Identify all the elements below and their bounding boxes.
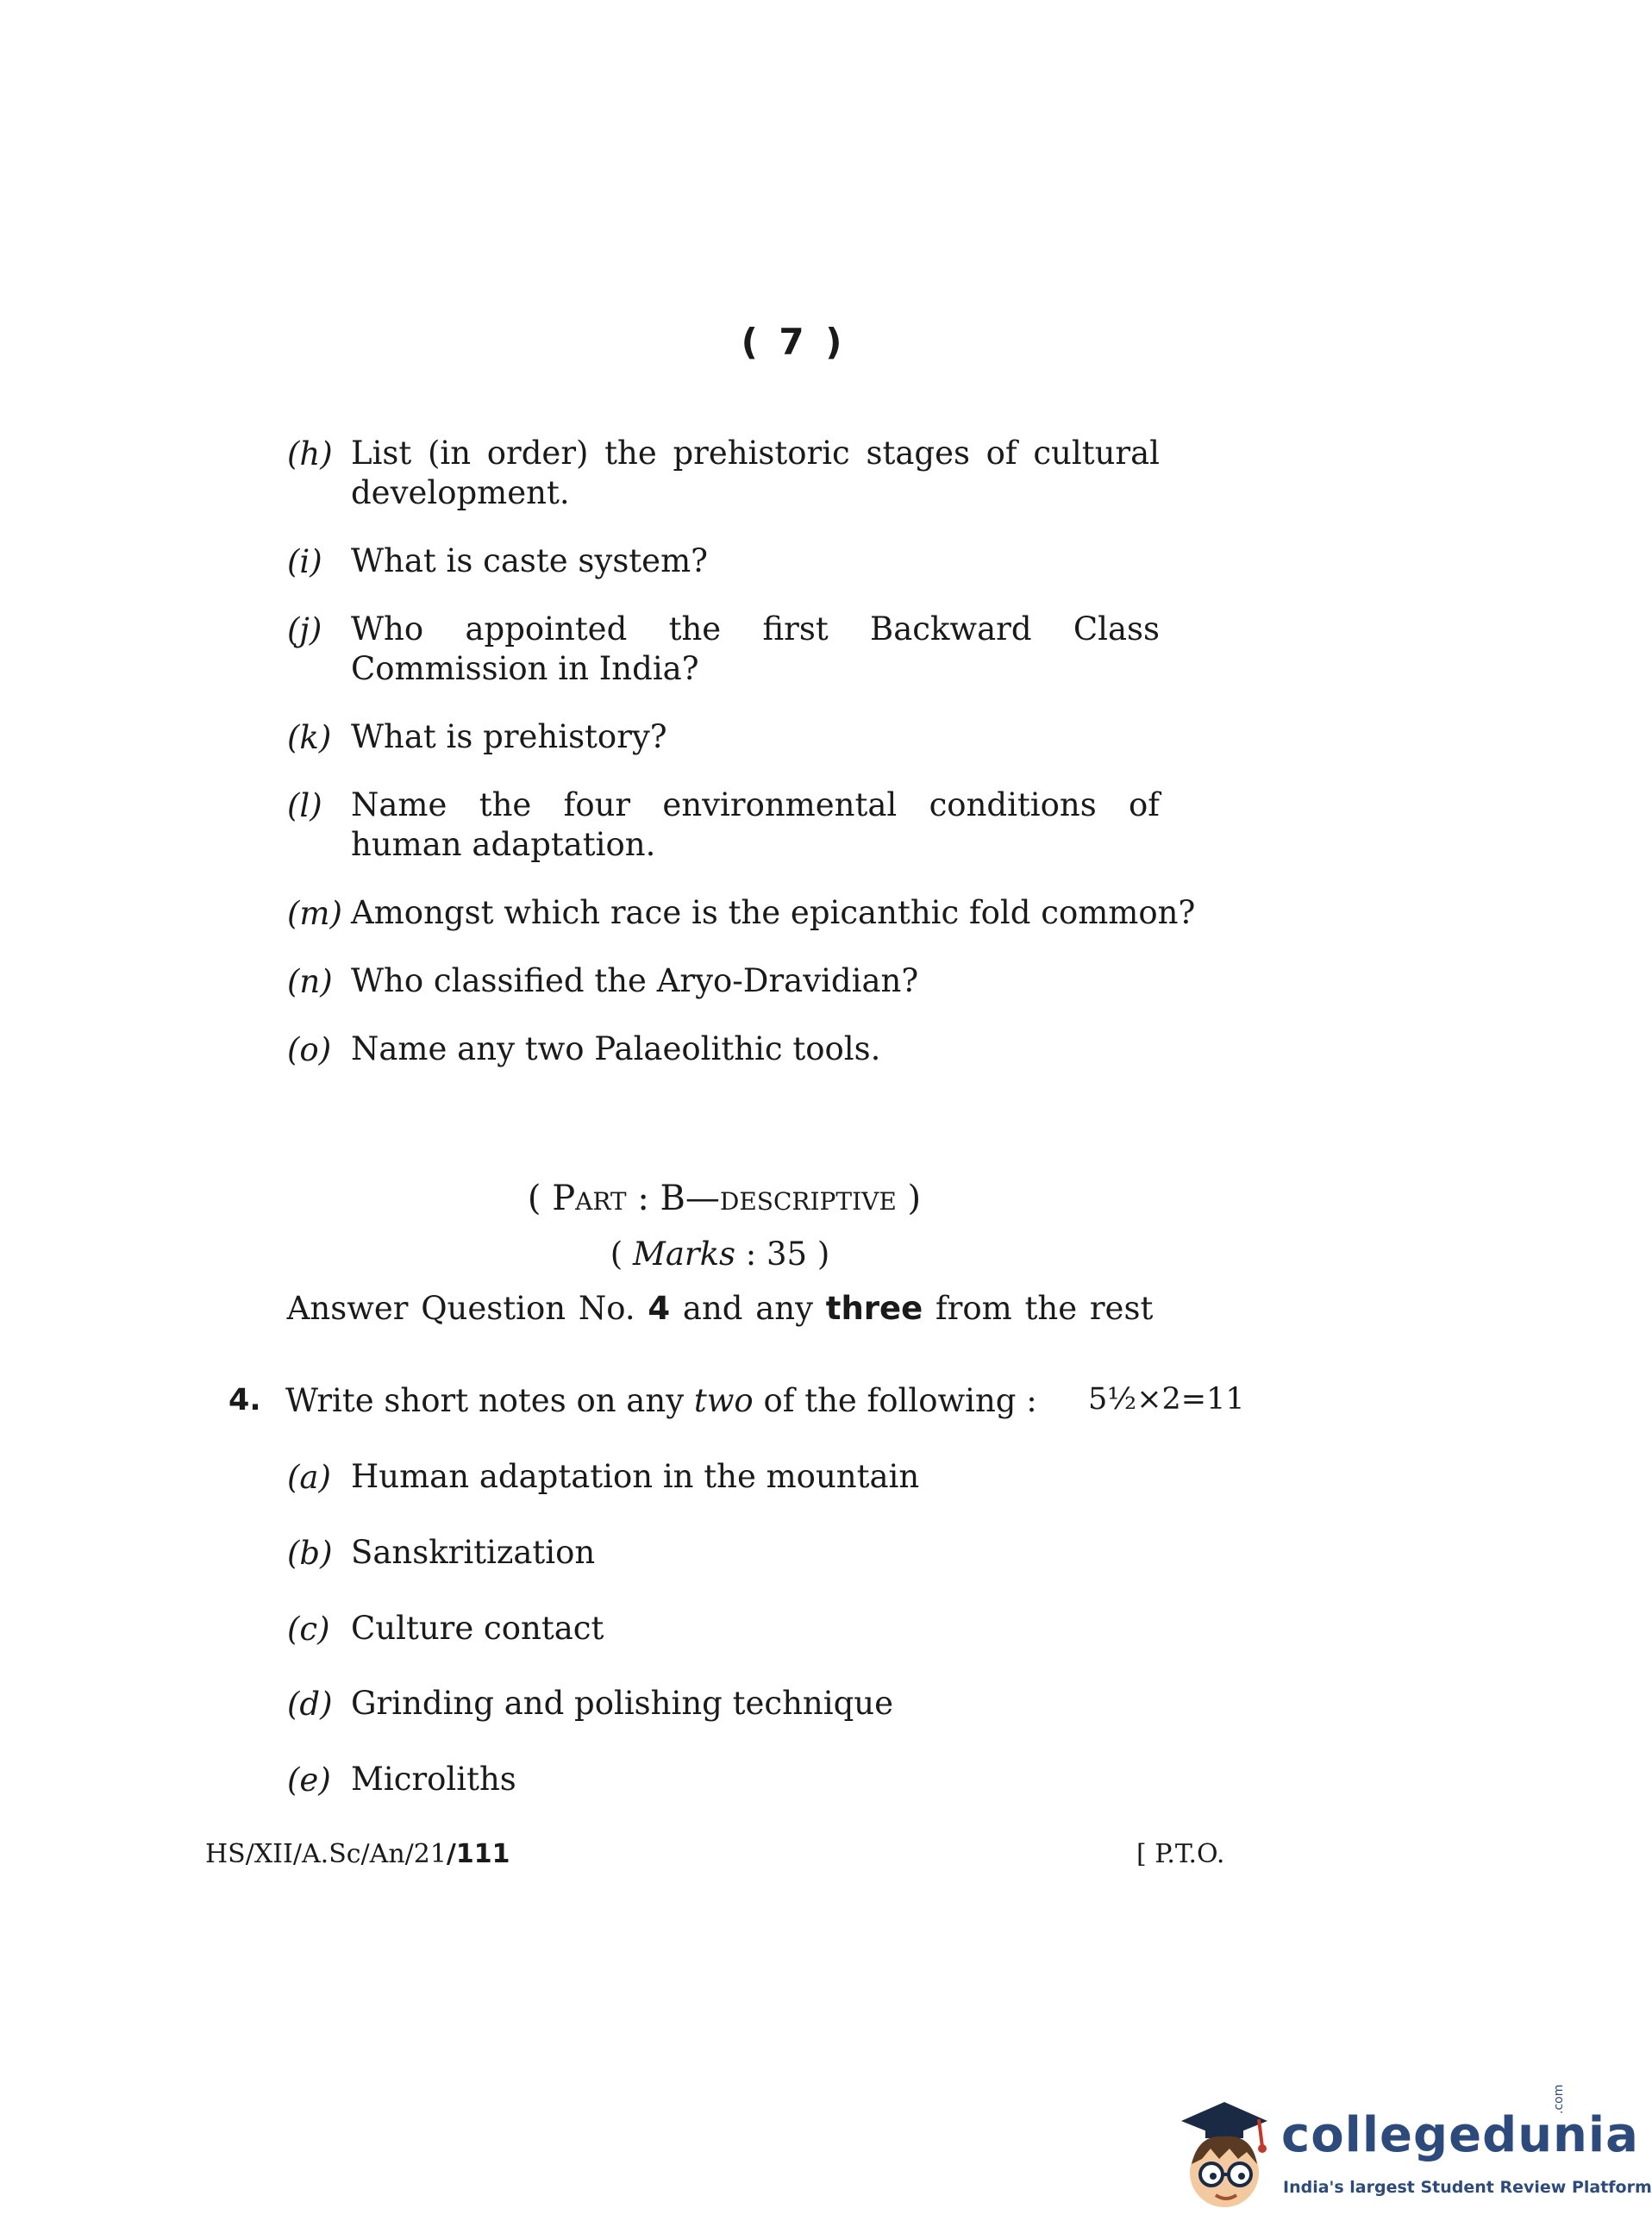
sub-question-text: Human adaptation in the mountain <box>351 1458 920 1495</box>
question-text: What is caste system? <box>351 542 708 579</box>
question-text: Who classified the Aryo-Dravidian? <box>351 962 919 999</box>
question-number: 4. <box>228 1383 261 1417</box>
pto-marker: [ P.T.O. <box>1136 1839 1225 1869</box>
sub-question-label: (e) <box>287 1761 331 1799</box>
paper-code: HS/XII/A.Sc/An/21/111 <box>205 1839 510 1869</box>
question-label: (m) <box>287 895 342 932</box>
sub-question-label: (a) <box>287 1459 331 1496</box>
question-marks: 5½×2=11 <box>1088 1382 1245 1417</box>
sub-question-label: (b) <box>287 1535 333 1572</box>
question-label: (o) <box>287 1031 332 1068</box>
brand-suffix: .com <box>1552 2084 1566 2114</box>
brand-tagline: India's largest Student Review Platform <box>1283 2178 1652 2197</box>
question-label: (h) <box>287 435 333 472</box>
section-marks: ( Marks : 35 ) <box>610 1236 830 1273</box>
question-label: (k) <box>287 719 332 756</box>
question-text: What is prehistory? <box>351 718 667 755</box>
question-label: (i) <box>287 543 322 580</box>
question-text: Write short notes on any two of the following : <box>285 1382 1037 1419</box>
page-number: ( 7 ) <box>741 321 842 363</box>
question-label: (j) <box>287 611 322 648</box>
sub-question-text: Culture contact <box>351 1610 604 1647</box>
sub-question-text: Sanskritization <box>351 1534 596 1571</box>
sub-question-text: Grinding and polishing technique <box>351 1685 893 1722</box>
question-text: Name any two Palaeolithic tools. <box>351 1030 881 1067</box>
brand-name: collegedunia <box>1281 2107 1639 2163</box>
question-label: (l) <box>287 787 322 824</box>
question-label: (n) <box>287 963 333 1000</box>
sub-question-label: (c) <box>287 1611 330 1648</box>
question-text: Name the four environmental conditions of human adaptation. <box>351 786 1160 863</box>
collegedunia-logo <box>1173 2084 1652 2216</box>
sub-question-label: (d) <box>287 1686 333 1723</box>
section-heading: ( Part : B—descriptive ) <box>527 1179 922 1218</box>
question-text: Who appointed the first Backward Class Commission in India? <box>351 610 1160 687</box>
section-instruction: Answer Question No. 4 and any three from the rest <box>286 1290 1154 1327</box>
sub-question-text: Microliths <box>351 1761 516 1798</box>
question-text: List (in order) the prehistoric stages of cultural development. <box>351 435 1160 511</box>
question-text: Amongst which race is the epicanthic fold common? <box>351 894 1196 931</box>
